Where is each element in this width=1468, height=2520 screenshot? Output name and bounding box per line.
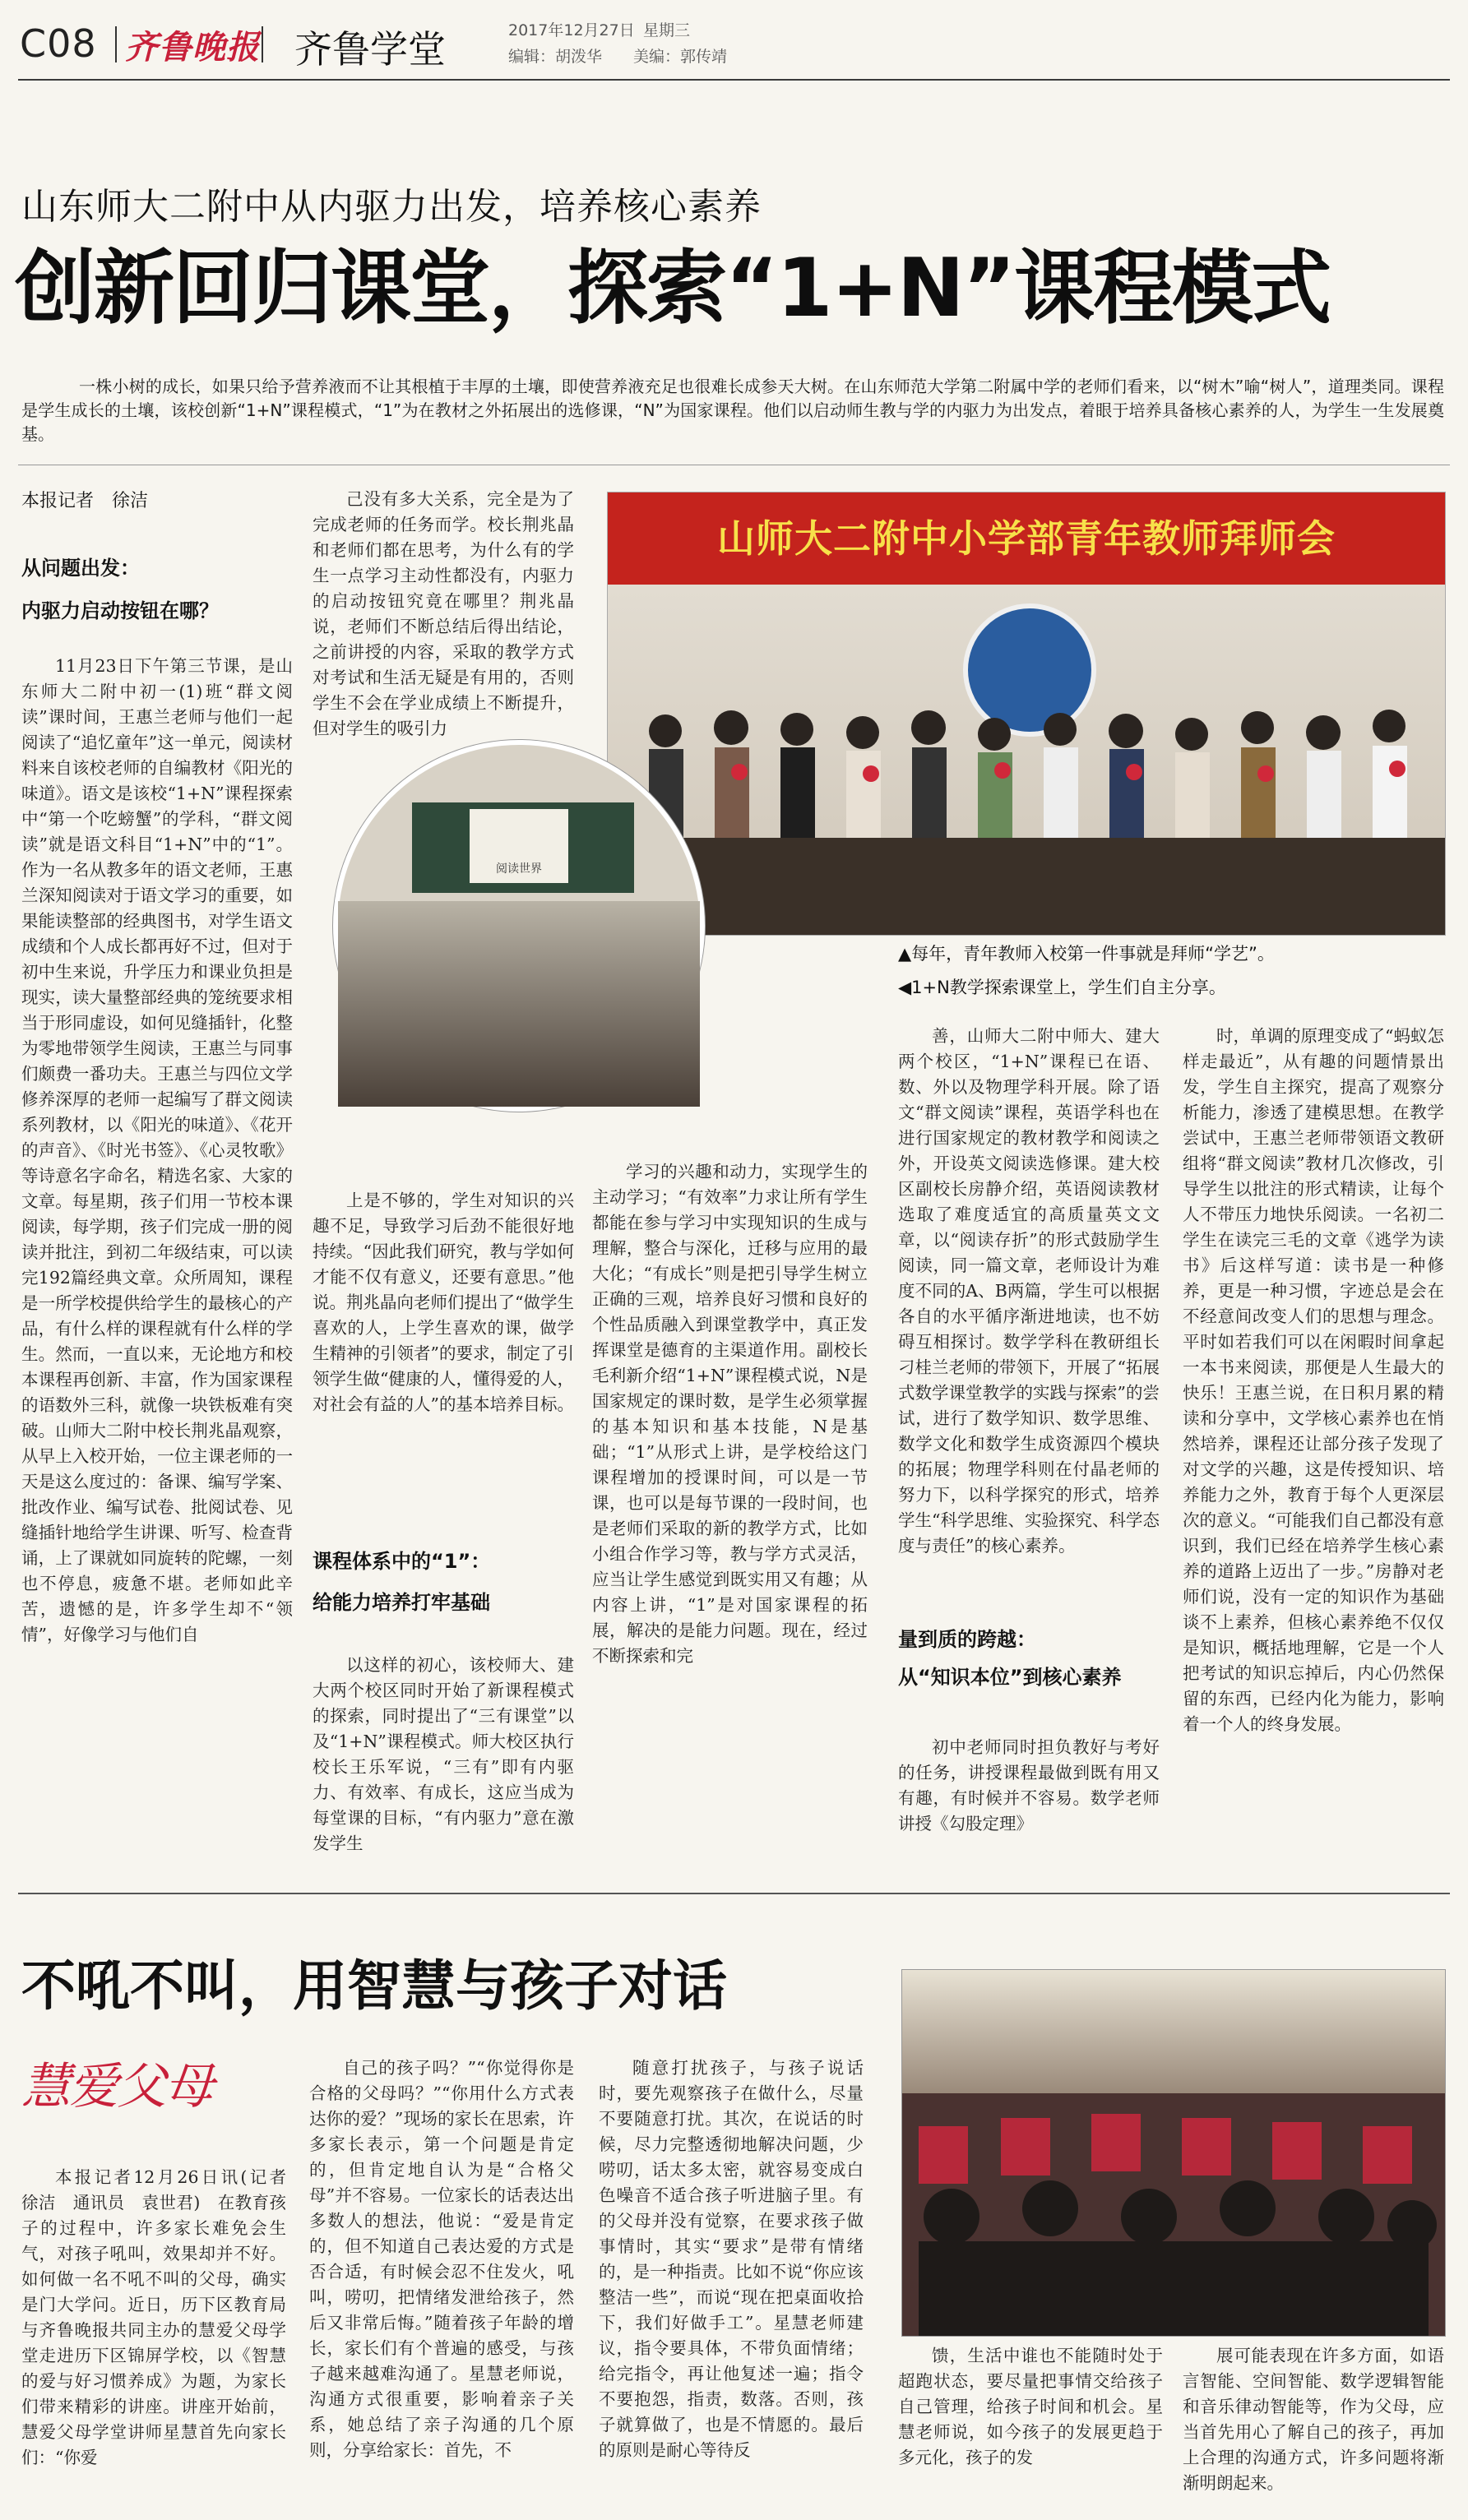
issue-date: 2017年12月27日: [508, 21, 635, 39]
article1-byline: 本报记者 徐洁: [21, 491, 149, 511]
subhead-2: [313, 1546, 574, 1618]
article1-col2c-text: 以这样的初心，该校师大、建大两个校区同时开始了新课程模式的探索，同时提出了“三有课堂”以及“1+N”课程模式。师大校区执行校长王乐军说，“三有”即有内驱力、有效率、有成长，这应当成为每堂课的目标，“有内驱力”意在激发学生: [313, 1655, 574, 1853]
article2-column-4: [898, 2343, 1163, 2491]
photo-caption-1: ▲每年，青年教师入校第一件事就是拜师“学艺”。: [898, 944, 1275, 964]
divider-bar: [262, 26, 263, 62]
article1-lead: 一株小树的成长，如果只给予营养液而不让其根植于丰厚的土壤，即使营养液充足也很难长成参天大树。在山东师范大学第二附属中学的老师们看来，以“树木”喻“树人”，道理类同。课程是学生成长的土壤，该校创新“1+N”课程模式，“1”为在教材之外拓展出的选修课，“N”为国家课程。他们以启动师生教与学的内驱力为出发点，着眼于培养具备核心素养的人，为学生一生发展奠基。: [21, 377, 1444, 444]
section-divider: [18, 1893, 1450, 1894]
issue-weekday: 星期三: [643, 21, 691, 39]
column-logo: 慧爱父母: [21, 2058, 212, 2115]
designer-credit: 美编：郭传靖: [633, 48, 728, 66]
article2-col5-text: 展可能表现在许多方面，如语言智能、空间智能、数学逻辑智能和音乐律动智能等，作为父母，应当首先用心了解自己的孩子，再加上合理的沟通方式，许多问题将渐渐明朗起来。: [1183, 2346, 1444, 2493]
article2-column-1: [21, 2165, 303, 2494]
paper-logo: 齐鲁晚报: [125, 28, 260, 67]
article2-column-5: [1183, 2343, 1444, 2491]
article2-col3-text: 随意打扰孩子，与孩子说话时，要先观察孩子在做什么，尽量不要随意打扰。其次，在说话的时候，尽力完整透彻地解决问题，少唠叨，话太多太密，就容易变成白色噪音不适合孩子听进脑子里。有的父母并没有觉察，在要求孩子做事情时，其实“要求”是带有情绪的，是一种指责。比如不说“你应该整洁一些”，而说“现在把桌面收拾下，我们好做手工”。星慧老师建议，指令要具体，不带负面情绪；给完指令，再让他复述一遍；指令不要抱怨，指责，数落。否则，孩子就算做了，也是不情愿的。最后的原则是耐心等待反: [599, 2058, 864, 2460]
article1-col2b-text: 上是不够的，学生对知识的兴趣不足，导致学习后劲不能很好地持续。“因此我们研究，教与学如何才能不仅有意义，还要有意思。”他说。荆兆晶向老师们提出了“做学生喜欢的人，上学生喜欢的课，做学生精神的引领者”的要求，制定了引领学生做“健康的人，懂得爱的人，对社会有益的人”的基本培养目标。: [313, 1191, 574, 1414]
masthead-rule: [18, 79, 1450, 81]
editor-credit: 编辑：胡泼华: [508, 48, 603, 66]
article2-col2-text: 自己的孩子吗？”“你觉得你是合格的父母吗？”“你用什么方式表达你的爱？”现场的家长在思索，许多家长表示，第一个问题是肯定的，但肯定地自认为是“合格父母”并不容易。一位家长的话表达出多数人的想法，他说：“爱是肯定的，但不知道自己表达爱的方式是否合适，有时候会忍不住发火，吼叫，唠叨，把情绪发泄给孩子，然后又非常后悔。”随着孩子年龄的增长，家长们有个普遍的感受，与孩子越来越难沟通了。星慧老师说，沟通方式很重要，影响着亲子关系，她总结了亲子沟通的几个原则，分享给家长：首先，不: [309, 2058, 574, 2460]
subhead-3-line2: 从“知识本位”到核心素养: [898, 1666, 1122, 1689]
ceremony-photo: [607, 492, 1446, 936]
photo-banner: 山师大二附中小学部青年教师拜师会: [608, 492, 1445, 585]
subhead-2-line1: 课程体系中的“1”：: [313, 1550, 491, 1573]
article2-headline: 不吼不叫，用智慧与孩子对话: [21, 1954, 727, 2018]
divider-bar: [115, 26, 117, 62]
article2-col1-text: 本报记者12月26日讯(记者 徐洁 通讯员 袁世君) 在教育孩子的过程中，许多家长难免会生气，对孩子吼叫，效果却并不好。如何做一名不吼不叫的父母，确实是门大学问。近日，历下区教育局与齐鲁晚报共同主办的慧爱父母学堂走进历下区锦屏学校，以《智慧的爱与好习惯养成》为题，为家长们带来精彩的讲座。讲座开始前，慧爱父母学堂讲师星慧首先向家长们：“你爱: [21, 2167, 303, 2467]
classroom-circle-photo: [333, 740, 705, 1112]
screen-caption: 阅读世界: [496, 862, 542, 876]
people-row: [641, 698, 1430, 838]
article1-col4b-text: 初中老师同时担负教好与考好的任务，讲授课程最做到既有用又有趣，有时候并不容易。数学老师讲授《勾股定理》: [898, 1737, 1160, 1833]
subhead-3: [898, 1624, 1160, 1693]
article2-column-2: [309, 2055, 574, 2491]
article1-col1-text: 11月23日下午第三节课，是山东师大二附中初一(1)班“群文阅读”课时间，王惠兰老师与他们一起阅读了“追忆童年”这一单元，阅读材料来自该校老师的自编教材《阳光的味道》。语文是该校“1+N”课程探索中“第一个吃螃蟹”的学科，“群文阅读”就是语文科目“1+N”中的“1”。作为一名从教多年的语文老师，王惠兰深知阅读对于语文学习的重要，如果能读整部的经典图书，对学生语文成绩和个人成长都再好不过，但对于初中生来说，升学压力和课业负担是现实，读大量整部经典的笼统要求相当于形同虚设，如何见缝插针，化整为零地带领学生阅读，王惠兰与同事们颇费一番功夫。王惠兰与四位文学修养深厚的老师一起编写了群文阅读系列教材，以《阳光的味道》、《花开的声音》、《时光书签》、《心灵牧歌》等诗意名字命名，精选名家、大家的文章。每星期，孩子们用一节校本课阅读，每学期，孩子们完成一册的阅读并批注，到初二年级结束，可以读完192篇经典文章。众所周知，课程是一所学校提供给学生的最核心的产品，有什么样的课程就有什么样的学生。然而，一直以来，无论地方和校本课程再创新、丰富，作为国家课程的语数外三科，就像一块铁板难有突破。山师大二附中校长荆兆晶观察，从早上入校开始，一位主课老师的一天是这么度过的：备课、编写学案、批改作业、编写试卷、批阅试卷、见缝插针地给学生讲课、听写、检查背诵，上了课就如同旋转的陀螺，一刻也不停息，疲惫不堪。老师如此辛苦，遗憾的是，许多学生却不“领情”，好像学习与他们自: [21, 656, 293, 1644]
subhead-2-line2: 给能力培养打牢基础: [313, 1591, 490, 1614]
auditorium-photo: [901, 1969, 1446, 2337]
article1-column-5: [1183, 1024, 1444, 1870]
article1-col5-text: 时，单调的原理变成了“蚂蚁怎样走最近”，从有趣的问题情景出发，学生自主探究，提高了观察分析能力，渗透了建模思想。在教学尝试中，王惠兰老师带领语文教研组将“群文阅读”教材几次修改，引导学生以批注的形式精读，让每个人不带压力地快乐阅读。一名初二学生在读完三毛的文章《逃学为读书》后这样写道：读书是一种修养，更是一种习惯，字迹总是会在不经意间改变人们的思想与理念。平时如若我们可以在闲暇时间拿起一本书来阅读，那便是人生最大的快乐！王惠兰说，在日积月累的精读和分享中，文学核心素养也在悄然培养，课程还让部分孩子发现了对文学的兴趣，这是传授知识、培养能力之外，教育于每个人更深层次的意义。“可能我们自己都没有意识到，我们已经在培养学生核心素养的道路上迈出了一步。”房静对老师们说，没有一定的知识作为基础谈不上素养，但核心素养绝不仅仅是知识，概括地理解，它是一个人把考试的知识忘掉后，内心仍然保留的东西，已经内化为能力，影响着一个人的终身发展。: [1183, 1026, 1444, 1734]
article1-column-1: [21, 654, 293, 1870]
article1-kicker: 山东师大二附中从内驱力出发，培养核心素养: [21, 186, 762, 228]
photo-caption-2: ◀1+N教学探索课堂上，学生们自主分享。: [898, 978, 1226, 997]
page-number: C08: [20, 21, 97, 66]
article1-column-2b: [313, 1188, 574, 1533]
article2-col4-text: 馈，生活中谁也不能随时处于超跑状态，要尽量把事情交给孩子自己管理，给孩子时间和机会。星慧老师说，如今孩子的发展更趋于多元化，孩子的发: [898, 2346, 1163, 2467]
article1-col3-text: 学习的兴趣和动力，实现学生的主动学习；“有效率”力求让所有学生都能在参与学习中实现知识的生成与理解，整合与深化，迁移与应用的最大化；“有成长”则是把引导学生树立正确的三观，培养良好习惯和良好的个性品质融入到课堂教学中，真正发挥课堂是德育的主渠道作用。副校长毛利新介绍“1+N”课程模式说，N是国家规定的课时数，是学生必须掌握的基本知识和基本技能，N是基础；“1”从形式上讲，是学校给这门课程增加的授课时间，可以是一节课，也可以是每节课的一段时间，也是老师们采取的新的教学方式，比如小组合作学习等，教与学方式灵活，应当让学生感觉到既实用又有趣；从内容上讲，“1”是对国家课程的拓展，解决的是能力问题。现在，经过不断探索和完: [592, 1162, 868, 1666]
subhead-3-line1: 量到质的跨越：: [898, 1628, 1036, 1651]
article1-column-4b: [898, 1735, 1160, 1870]
article1-column-4: [898, 1024, 1160, 1616]
article1-col2a-text: 己没有多大关系，完全是为了完成老师的任务而学。校长荆兆晶和老师们都在思考，为什么有的学生一点学习主动性都没有，内驱力的启动按钮究竟在哪里？荆兆晶说，老师们不断总结后得出结论，之前讲授的内容，采取的教学方式对考试和生活无疑是有用的，否则学生不会在学业成绩上不断提升，但对学生的吸引力: [313, 489, 574, 738]
article1-headline: 创新回归课堂，探索“1+N”课程模式: [15, 242, 1331, 335]
subhead-1-line2: 内驱力启动按钮在哪？: [21, 599, 219, 622]
article1-col4-text: 善，山师大二附中师大、建大两个校区，“1+N”课程已在语、数、外以及物理学科开展。除了语文“群文阅读”课程，英语学科也在进行国家规定的教材教学和阅读之外，开设英文阅读选修课。建大校区副校长房静介绍，英语阅读教材选取了难度适宜的高质量英文文章，以“阅读存折”的形式鼓励学生阅读，同一篇文章，老师设计为难度不同的A、B两篇，学生可以根据各自的水平循序渐进地读，也不妨碍互相探讨。数学学科在教研组长刁桂兰老师的带领下，开展了“拓展式数学课堂教学的实践与探索”的尝试，进行了数学知识、数学思维、数学文化和数学生成资源四个模块的拓展；物理学科则在付晶老师的努力下，以科学探究的形式，培养学生“科学思维、实验探究、科学态度与责任”的核心素养。: [898, 1026, 1160, 1556]
subhead-1: [21, 553, 293, 627]
ceiling: [902, 1970, 1445, 2093]
audience: [902, 2093, 1445, 2336]
section-title: 齐鲁学堂: [294, 27, 446, 72]
students: [338, 901, 700, 1107]
article1-column-3: [592, 1159, 868, 1870]
article2-column-3: [599, 2055, 864, 2491]
audience-heads: [608, 838, 1445, 935]
subhead-1-line1: 从问题出发：: [21, 557, 140, 580]
article1-column-2c: [313, 1653, 574, 1870]
